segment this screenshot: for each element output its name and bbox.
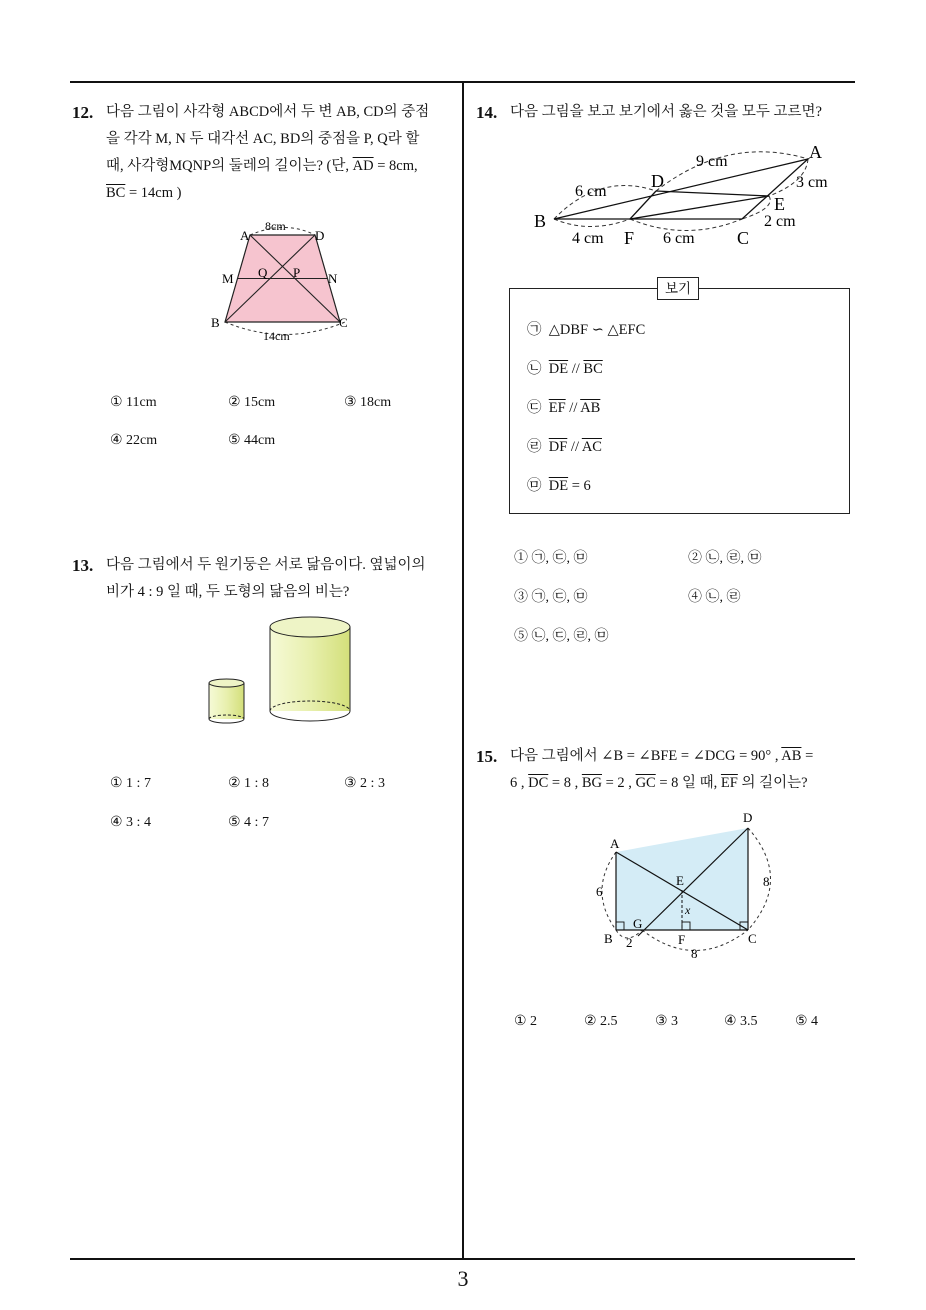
q14-length-ae: 3 cm xyxy=(796,174,828,191)
q14-bogi-title: 보기 xyxy=(657,277,699,300)
q15-choice-5[interactable]: ⑤ 4 xyxy=(795,1014,819,1029)
q14-item-5-b: 6 xyxy=(583,478,591,494)
q12-line3-a: 때, 사각형MQNP의 둘레의 길이는? (단, xyxy=(106,158,353,174)
q15-seg-bg: $\overline{BG}$ xyxy=(581,775,602,791)
q15-line2-e: 의 길이는? xyxy=(737,775,808,791)
q14-length-da: 9 cm xyxy=(696,153,728,170)
bottom-rule xyxy=(70,1258,855,1260)
q15-line2-d: = 8 일 때, xyxy=(655,775,721,791)
q13-line2: 비가 4 : 9 일 때, 두 도형의 닮음의 비는? xyxy=(106,584,350,600)
q15-label-g: G xyxy=(633,916,643,931)
q14-item-2-op: // xyxy=(568,361,584,377)
q12-choice-3[interactable]: ③ 18cm xyxy=(344,395,392,410)
q15-choice-2[interactable]: ② 2.5 xyxy=(584,1014,618,1029)
q14-item-3-mark: ㉢ xyxy=(527,400,542,416)
q12-choice-2[interactable]: ② 15cm xyxy=(228,395,276,410)
q13-choice-3[interactable]: ③ 2 : 3 xyxy=(344,776,385,791)
q12-seg-ad: $\overline{AD}$ xyxy=(352,158,374,174)
q12-line2: 을 각각 M, N 두 대각선 AC, BD의 중점을 P, Q라 할 xyxy=(106,131,420,147)
q12-label-c: C xyxy=(339,315,348,330)
q12-text xyxy=(106,99,458,207)
q15-length-gc: 8 xyxy=(691,946,698,961)
q14-triangle-figure xyxy=(528,140,848,252)
q12-top-length: 8cm xyxy=(265,219,286,233)
q15-line2-a: 6 , xyxy=(510,775,529,791)
q14-item-1-op: ∽ xyxy=(588,322,608,338)
q15-label-e: E xyxy=(676,873,684,888)
q14-length-bd: 6 cm xyxy=(575,183,607,200)
q14-segment-de xyxy=(656,191,769,196)
q13-cylinders-figure xyxy=(200,610,360,735)
q14-item-3 xyxy=(527,395,600,422)
q12-trapezoid-figure xyxy=(200,212,370,347)
q15-choice-1[interactable]: ① 2 xyxy=(514,1014,538,1029)
q15-line2-c: = 2 , xyxy=(602,775,636,791)
q12-label-d: D xyxy=(315,228,325,243)
q15-line2-b: = 8 , xyxy=(548,775,582,791)
q13-choice-4[interactable]: ④ 3 : 4 xyxy=(110,815,151,830)
q12-label-q: Q xyxy=(258,265,268,280)
q14-item-4-a: $\overline{DF}$ xyxy=(548,439,568,455)
q15-length-bg: 2 xyxy=(626,935,633,950)
page-number: 3 xyxy=(457,1266,469,1291)
q15-number: 15. xyxy=(476,747,498,766)
q14-length-bf: 4 cm xyxy=(572,230,604,247)
q15-seg-ab: $\overline{AB}$ xyxy=(781,748,802,764)
q14-choice-1[interactable]: ① ㉠, ㉢, ㉤ xyxy=(514,551,588,566)
q14-item-2-mark: ㉡ xyxy=(527,361,542,377)
q14-item-2 xyxy=(527,356,603,383)
q14-item-4-b: $\overline{AC}$ xyxy=(581,439,602,455)
q12-label-m: M xyxy=(222,271,234,286)
q12-label-b: B xyxy=(211,315,220,330)
q13-number: 13. xyxy=(72,556,94,575)
q12-bottom-length: 14cm xyxy=(263,329,290,343)
q15-text xyxy=(510,743,860,797)
q15-line1 xyxy=(510,743,860,770)
q14-item-3-op: // xyxy=(565,400,581,416)
q14-item-4 xyxy=(527,434,602,461)
q14-choice-2[interactable]: ② ㉡, ㉣, ㉤ xyxy=(688,551,762,566)
q14-segment-fe xyxy=(630,196,769,219)
q14-item-5-op: = xyxy=(568,478,584,494)
q14-item-5-mark: ㉤ xyxy=(527,478,542,494)
q14-choice-3[interactable]: ③ ㉠, ㉢, ㉤ xyxy=(514,590,588,605)
q14-item-2-a: $\overline{DE}$ xyxy=(548,361,569,377)
q14-item-1-b: △EFC xyxy=(607,322,646,338)
q13-text xyxy=(106,552,458,606)
q15-choice-3[interactable]: ③ 3 xyxy=(655,1014,679,1029)
q12-line1: 다음 그림이 사각형 ABCD에서 두 변 AB, CD의 중점 xyxy=(106,104,430,120)
q14-item-3-a: $\overline{EF}$ xyxy=(548,400,566,416)
q14-item-4-mark: ㉣ xyxy=(527,439,542,455)
q14-item-2-b: $\overline{BC}$ xyxy=(583,361,603,377)
q14-arc-fc xyxy=(630,219,742,231)
q12-label-a: A xyxy=(240,228,250,243)
q14-item-5-a: $\overline{DE}$ xyxy=(548,478,569,494)
q15-label-x: x xyxy=(685,903,691,917)
q14-length-ec: 2 cm xyxy=(764,213,796,230)
q12-label-p: P xyxy=(293,265,301,280)
q15-label-d: D xyxy=(743,810,753,825)
q15-label-f: F xyxy=(678,932,686,947)
q14-item-1 xyxy=(527,317,645,344)
q14-choice-4[interactable]: ④ ㉡, ㉣ xyxy=(688,590,741,605)
q12-label-n: N xyxy=(328,271,338,286)
q12-line3-b: = 8cm, xyxy=(373,158,418,174)
q14-label-e: E xyxy=(774,194,785,214)
q13-large-cylinder xyxy=(270,617,350,721)
q15-line2 xyxy=(510,770,860,797)
q14-item-1-mark: ㉠ xyxy=(527,322,542,338)
q15-seg-ef: $\overline{EF}$ xyxy=(720,775,738,791)
q15-line1-a: 다음 그림에서 ∠B = ∠BFE = ∠DCG = 90° , xyxy=(510,748,782,764)
q15-figure xyxy=(588,806,788,966)
q15-seg-dc: $\overline{DC}$ xyxy=(528,775,549,791)
q14-label-b: B xyxy=(534,211,547,231)
q14-text: 다음 그림을 보고 보기에서 옳은 것을 모두 고르면? xyxy=(510,104,822,120)
q15-arc-ab xyxy=(602,852,616,930)
q13-choice-5[interactable]: ⑤ 4 : 7 xyxy=(228,815,269,830)
q14-number: 14. xyxy=(476,103,498,122)
q12-choice-4[interactable]: ④ 22cm xyxy=(110,433,158,448)
q14-label-f: F xyxy=(624,228,635,248)
q15-label-c: C xyxy=(748,931,757,946)
q15-length-ab: 6 xyxy=(596,884,603,899)
q15-label-a: A xyxy=(610,836,620,851)
q14-arc-bf xyxy=(554,219,630,227)
q15-seg-gc: $\overline{GC}$ xyxy=(635,775,656,791)
q15-line1-b: = xyxy=(801,748,814,764)
q15-length-dc: 8 xyxy=(763,874,770,889)
q14-item-5 xyxy=(527,473,591,500)
q14-item-3-b: $\overline{AB}$ xyxy=(580,400,601,416)
q12-seg-bc: $\overline{BC}$ xyxy=(106,185,126,201)
column-divider xyxy=(462,82,464,1259)
q12-choice-5[interactable]: ⑤ 44cm xyxy=(228,433,276,448)
q13-line1: 다음 그림에서 두 원기둥은 서로 닮음이다. 옆넓이의 xyxy=(106,557,426,573)
q13-choice-1[interactable]: ① 1 : 7 xyxy=(110,776,151,791)
q14-label-a: A xyxy=(809,142,822,162)
q14-item-1-a: △DBF xyxy=(548,322,589,338)
q12-line4-b: = 14cm ) xyxy=(125,185,182,201)
q15-label-b: B xyxy=(604,931,613,946)
q12-number: 12. xyxy=(72,103,94,122)
q14-arc-da xyxy=(656,152,808,191)
q13-small-cylinder xyxy=(209,679,244,723)
q14-label-c: C xyxy=(737,228,750,248)
q15-choice-4[interactable]: ④ 3.5 xyxy=(724,1014,758,1029)
q14-label-d: D xyxy=(651,171,664,191)
q14-item-4-op: // xyxy=(567,439,582,455)
q13-choice-2[interactable]: ② 1 : 8 xyxy=(228,776,269,791)
q12-line3 xyxy=(106,153,458,180)
q14-choice-5[interactable]: ⑤ ㉡, ㉢, ㉣, ㉤ xyxy=(514,629,609,644)
q12-choice-1[interactable]: ① 11cm xyxy=(110,395,157,410)
q12-line4 xyxy=(106,180,458,207)
q14-length-fc: 6 cm xyxy=(663,230,695,247)
